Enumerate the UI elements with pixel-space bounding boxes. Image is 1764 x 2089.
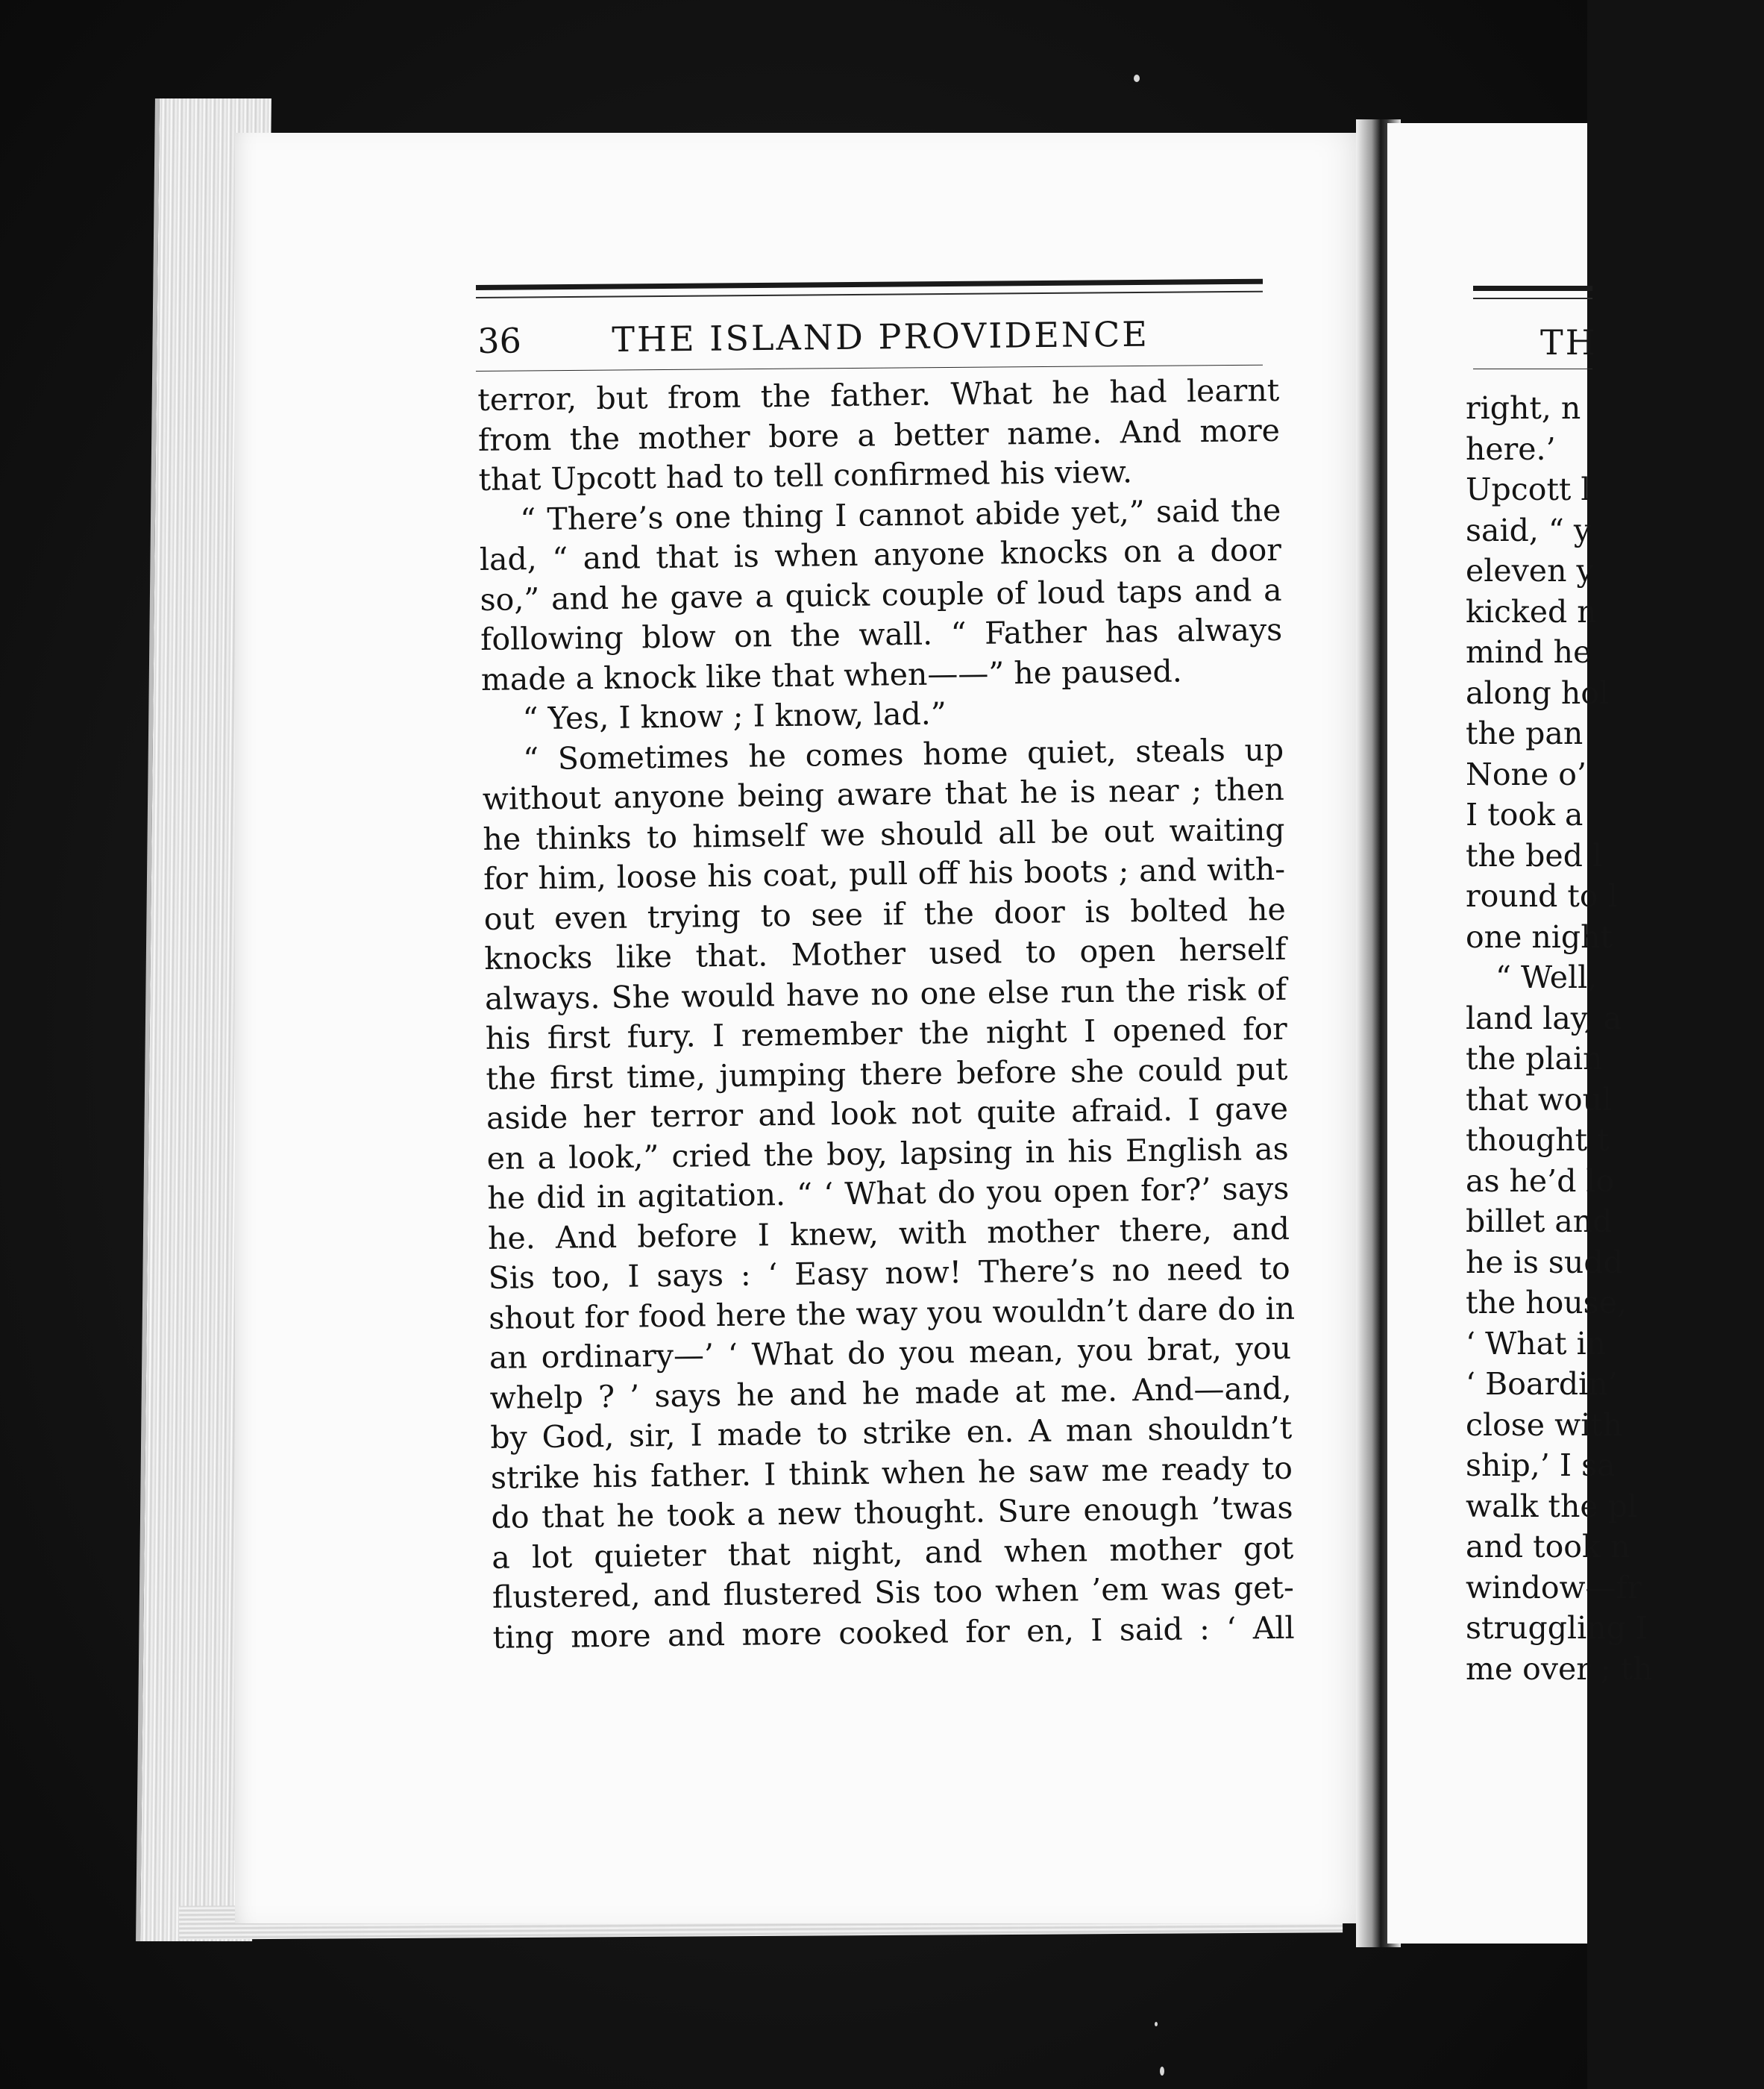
right-header-rule-thin: [1473, 298, 1592, 299]
right-text-line: and took n: [1466, 1529, 1630, 1565]
right-text-line: the bed l: [1466, 837, 1603, 874]
right-text-line: Upcott l: [1466, 472, 1591, 507]
text-line: Sis too, I says : ‘ Easy now! There’s no need to: [488, 1250, 1290, 1296]
scan-speck: [1134, 75, 1140, 82]
text-line: following blow on the wall. “ Father has always: [480, 611, 1283, 657]
text-line: always. She would have no one else run the risk of: [484, 971, 1287, 1017]
text-line: terror, but from the father. What he had learnt: [477, 372, 1280, 418]
text-line: aside her terror and look not quite afraid. I gave: [486, 1090, 1289, 1136]
right-text-line: as he’d lo: [1466, 1162, 1615, 1199]
right-text-line: said, “ y: [1466, 512, 1592, 548]
text-line: for him, loose his coat, pull off his boots ; and with-: [483, 851, 1286, 897]
right-text-line: thought t: [1466, 1122, 1610, 1158]
text-line: whelp ? ’ says he and he made at me. And—and,: [489, 1370, 1292, 1416]
right-text-line: walk the pl: [1466, 1488, 1638, 1524]
right-text-line: eleven y: [1466, 553, 1594, 589]
right-text-line: I took a: [1466, 797, 1583, 833]
right-text-line: he is sudd: [1466, 1244, 1623, 1280]
right-text-line: None o’: [1466, 756, 1586, 792]
text-line: without anyone being aware that he is near ; then: [482, 771, 1285, 817]
text-line: he thinks to himself we should all be out waiting: [483, 811, 1285, 857]
text-line: do that he took a new thought. Sure enough ’twas: [491, 1489, 1293, 1535]
right-text-line: “ Well,: [1495, 959, 1598, 995]
scan-speck: [1160, 2067, 1164, 2076]
right-text-line: the plain: [1466, 1041, 1603, 1077]
right-text-line: land lay, a: [1466, 1000, 1622, 1036]
text-line: the first time, jumping there before she could put: [486, 1050, 1288, 1097]
right-text-line: ‘ What in: [1466, 1325, 1607, 1362]
text-line: out even trying to see if the door is bolted he: [483, 891, 1287, 937]
right-text-line: round to l: [1466, 878, 1618, 914]
text-line: so,” and he gave a quick couple of loud taps and a: [480, 571, 1282, 618]
right-text-line: close with: [1466, 1406, 1623, 1443]
text-line: he. And before I knew, with mother there, and: [487, 1210, 1290, 1256]
text-line: knocks like that. Mother used to open herself: [484, 930, 1287, 977]
text-line: from the mother bore a better name. And more: [477, 412, 1281, 458]
right-text-line: the house,: [1466, 1285, 1628, 1321]
right-text-line: ship,’ I sa: [1466, 1447, 1616, 1483]
right-text-line: here.’: [1466, 430, 1556, 467]
right-text-line: kicked n: [1466, 593, 1597, 630]
text-line: strike his father. I think when he saw me ready to: [490, 1450, 1293, 1496]
text-line: flustered, and flustered Sis too when ’em was get-: [492, 1569, 1295, 1615]
right-text-line: billet and: [1466, 1203, 1613, 1239]
right-text-line: window—fr: [1466, 1569, 1642, 1606]
text-line: made a knock like that when——” he paused.: [480, 652, 1182, 698]
text-line: shout for food here the way you wouldn’t dare do in: [489, 1290, 1296, 1336]
right-text-line: ‘ Boardin’: [1466, 1366, 1618, 1402]
text-line: that Upcott had to tell confirmed his view.: [478, 454, 1133, 498]
right-text-line: right, n: [1466, 390, 1581, 426]
running-head-title: THE ISLAND PROVIDENCE: [611, 313, 1150, 360]
right-header-rule-thick: [1473, 286, 1592, 291]
scan-speck: [1155, 2022, 1158, 2026]
text-line: “ Yes, I know ; I know, lad.”: [522, 695, 947, 737]
right-text-line: the pan: [1466, 715, 1583, 751]
text-line: “ There’s one thing I cannot abide yet,” said the: [519, 492, 1281, 537]
right-text-line: along hol: [1466, 674, 1610, 711]
left-page-body: [477, 371, 1299, 1658]
right-text-line: struggling I: [1466, 1610, 1648, 1646]
text-line: a lot quieter that night, and when mother got: [491, 1529, 1294, 1576]
text-line: lad, “ and that is when anyone knocks on a door: [479, 531, 1282, 577]
right-text-line: mind he: [1466, 634, 1592, 670]
right-running-head: TH: [1540, 322, 1598, 363]
text-line: he did in agitation. “ ‘ What do you open for?’ says: [487, 1170, 1290, 1216]
text-line: by God, sir, I made to strike en. A man shouldn’t: [490, 1409, 1293, 1456]
right-text-line: that woul: [1466, 1081, 1613, 1118]
page-number: 36: [477, 320, 522, 361]
right-text-line: one night: [1466, 918, 1613, 955]
text-line: his first fury. I remember the night I opened for: [485, 1010, 1287, 1056]
text-line: en a look,” cried the boy, lapsing in his English as: [486, 1130, 1289, 1177]
text-line: ting more and more cooked for en, I said : ‘ All: [492, 1609, 1295, 1656]
text-line: an ordinary—’ ‘ What do you mean, you brat, you: [489, 1329, 1292, 1376]
right-page-body: [1466, 388, 1764, 1689]
right-text-line: me over ; th: [1466, 1650, 1653, 1687]
text-line: “ Sometimes he comes home quiet, steals up: [522, 731, 1284, 777]
